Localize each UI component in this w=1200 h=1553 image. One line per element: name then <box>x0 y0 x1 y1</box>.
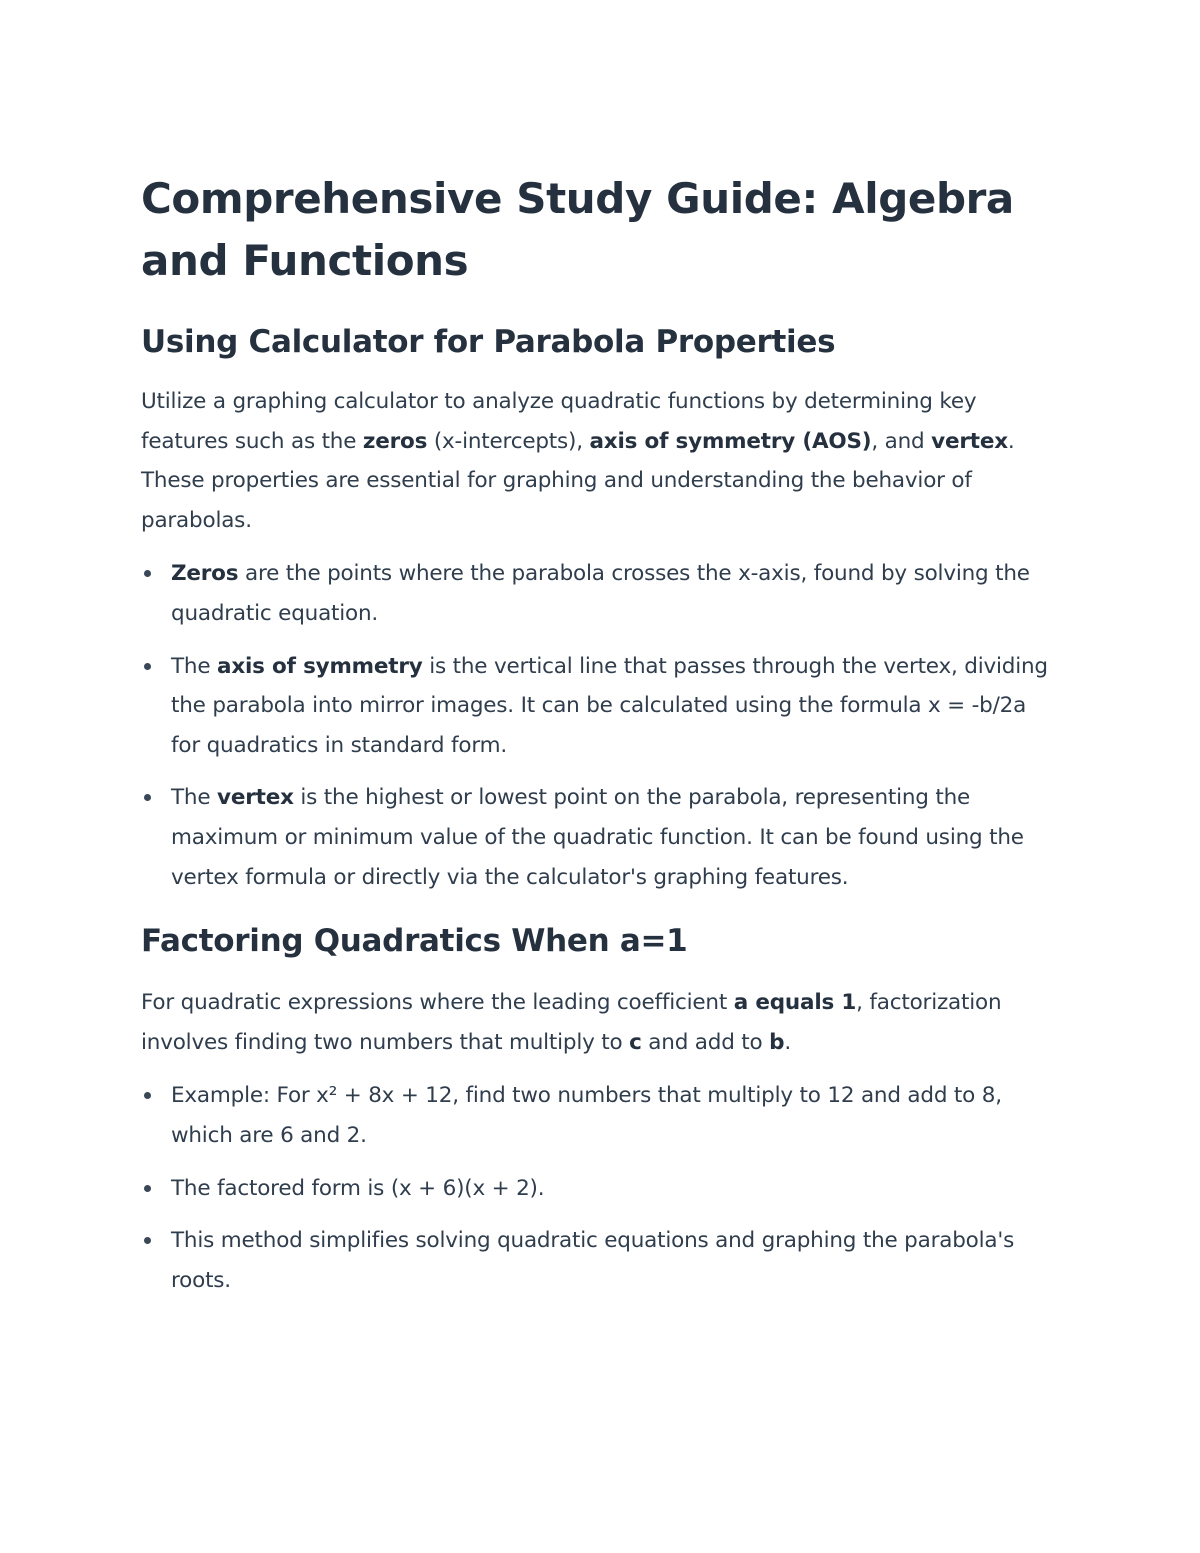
list-item-bold-term: Zeros <box>171 561 239 587</box>
bullet-list-factoring-quadratics <box>141 1076 1061 1300</box>
section-heading-parabola-properties: Using Calculator for Parabola Properties <box>141 324 836 360</box>
list-item-text: is the vertical line that passes through the vertex, dividing the parabola into mirror images. It can be calculated using the formula x = -b/2a for quadratics in standard form. <box>171 653 1048 758</box>
list-item-text: is the highest or lowest point on the parabola, representing the maximum or minimum value of the quadratic function. It can be found using the vertex formula or directly via the calculator's graphing features. <box>171 785 1024 890</box>
intro-text: , factorization involves finding two numbers that multiply to <box>141 990 1002 1055</box>
list-item-text: Example: For x² + 8x + 12, find two numbers that multiply to 12 and add to 8, which are 6 and 2. <box>171 1083 1002 1148</box>
intro-text: (x-intercepts), <box>427 428 590 454</box>
intro-bold-term: zeros <box>362 428 428 454</box>
intro-bold-term: vertex <box>931 428 1008 454</box>
intro-text: Utilize a graphing calculator to analyze quadratic functions by determining key features such as the <box>141 389 977 454</box>
intro-bold-term: axis of symmetry (AOS) <box>589 428 872 454</box>
list-item <box>141 647 1061 766</box>
list-item-text: are the points where the parabola crosses the x-axis, found by solving the quadratic equation. <box>171 561 1030 626</box>
intro-text: , and <box>871 428 932 454</box>
list-item-text: The <box>171 653 218 679</box>
bullet-icon <box>144 663 151 670</box>
intro-bold-term: b <box>769 1029 785 1055</box>
list-item-text: The <box>171 785 218 811</box>
intro-bold-term: c <box>629 1029 642 1055</box>
document-title: Comprehensive Study Guide: Algebra and Functions <box>141 174 1014 285</box>
intro-text: . These properties are essential for graphing and understanding the behavior of parabolas. <box>141 428 1015 533</box>
section-intro-parabola-properties <box>141 382 1061 540</box>
intro-text: For quadratic expressions where the leading coefficient <box>141 990 734 1016</box>
bullet-icon <box>144 1185 151 1192</box>
list-item <box>141 1076 1061 1155</box>
list-item-bold-term: axis of symmetry <box>217 653 423 679</box>
bullet-icon <box>144 794 151 801</box>
document-page <box>141 168 1061 1300</box>
list-item-text: The factored form is (x + 6)(x + 2). <box>171 1175 545 1201</box>
list-item <box>141 778 1061 897</box>
list-item-text: This method simplifies solving quadratic equations and graphing the parabola's roots. <box>171 1228 1015 1293</box>
list-item <box>141 1221 1061 1300</box>
list-item <box>141 1169 1061 1209</box>
list-item <box>141 554 1061 633</box>
section-heading-factoring-quadratics: Factoring Quadratics When a=1 <box>141 923 688 960</box>
list-item-bold-term: vertex <box>217 785 294 811</box>
bullet-icon <box>144 1092 151 1099</box>
bullet-icon <box>144 570 151 577</box>
section-intro-factoring-quadratics <box>141 983 1061 1062</box>
bullet-icon <box>144 1237 151 1244</box>
intro-text: . <box>784 1029 791 1055</box>
bullet-list-parabola-properties <box>141 554 1061 897</box>
intro-text: and add to <box>641 1029 770 1055</box>
intro-bold-term: a equals 1 <box>733 990 857 1016</box>
